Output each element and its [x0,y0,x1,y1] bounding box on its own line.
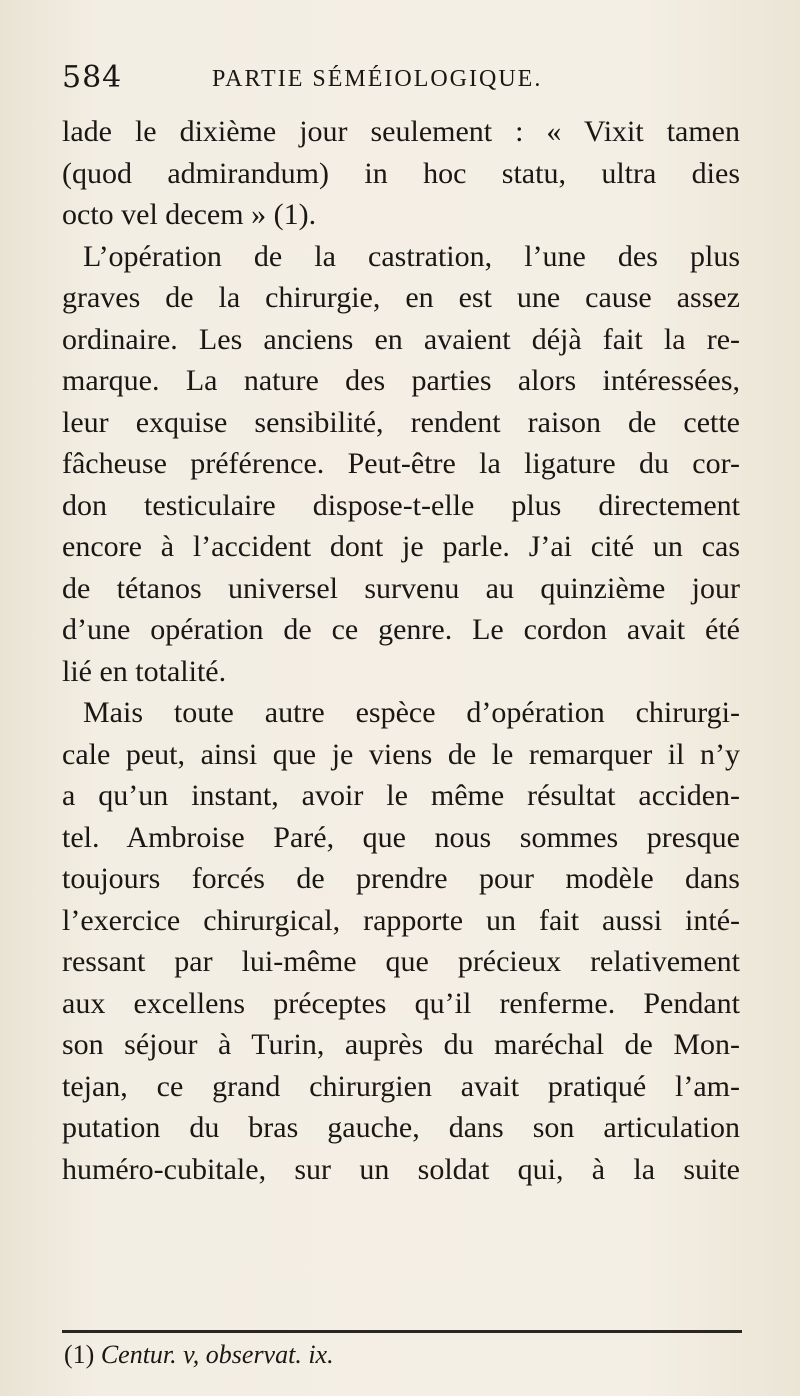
text-line: tejan, ce grand chirurgien avait pratiqué l’am- [62,1069,740,1103]
body-text [62,111,740,1190]
text-line: de tétanos universel survenu au quinzième jour [62,571,740,605]
text-line: octo vel decem » (1). [62,198,317,231]
footnote [64,1340,334,1370]
text-line: encore à l’accident dont je parle. J’ai cité un cas [62,530,740,563]
text-line: huméro-cubitale, sur un soldat qui, à la suite [62,1152,740,1186]
text-line: (quod admirandum) in hoc statu, ultra dies [62,156,740,190]
text-line: lié en totalité. [62,654,227,688]
text-line: a qu’un instant, avoir le même résultat acciden- [62,779,740,812]
text-line: toujours forcés de prendre pour modèle dans [62,862,740,895]
text-line: d’une opération de ce genre. Le cordon avait été [62,613,740,646]
text-line: son séjour à Turin, auprès du maréchal de Mon- [62,1028,740,1061]
text-line: putation du bras gauche, dans son articulation [62,1111,740,1144]
page-number: 584 [62,60,123,95]
text-line: Mais toute autre espèce d’opération chirurgi- [83,696,740,729]
footnote-text: Centur. v, observat. ix. [100,1340,334,1369]
text-line: l’exercice chirurgical, rapporte un fait aussi inté- [62,903,740,937]
running-head: PARTIE SÉMÉIOLOGIQUE. [212,66,543,92]
text-line: aux excellens préceptes qu’il renferme. Pendant [62,986,740,1020]
text-line: L’opération de la castration, l’une des plus [83,239,740,273]
text-line: ressant par lui-même que précieux relativement [62,945,740,978]
text-line: lade le dixième jour seulement : « Vixit tamen [62,115,740,148]
text-line: marque. La nature des parties alors intéressées, [62,364,740,397]
text-line: tel. Ambroise Paré, que nous sommes presque [62,820,740,854]
text-line: leur exquise sensibilité, rendent raison de cette [62,405,740,439]
text-line: don testiculaire dispose-t-elle plus directement [62,488,740,522]
text-line: fâcheuse préférence. Peut-être la ligature du cor- [62,447,740,480]
page-header [62,60,742,100]
text-line: graves de la chirurgie, en est une cause assez [62,281,740,314]
text-line: ordinaire. Les anciens en avaient déjà fait la re- [62,322,740,356]
footnote-marker: (1) [64,1340,95,1369]
footnote-rule [62,1330,742,1333]
text-line: cale peut, ainsi que je viens de le remarquer il n’y [62,737,740,771]
